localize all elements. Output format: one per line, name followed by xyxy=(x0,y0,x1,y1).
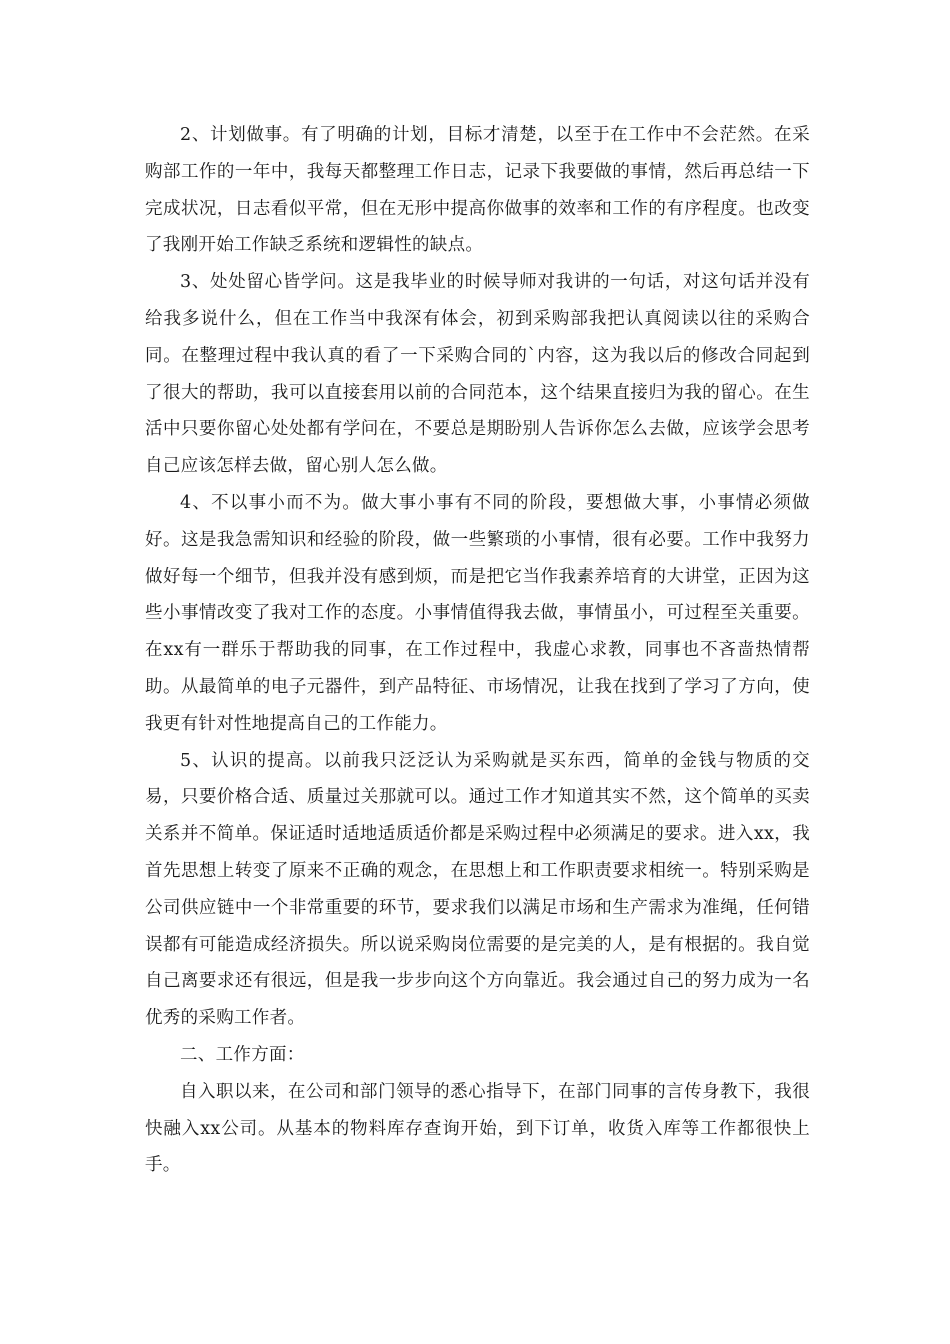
paragraph-understanding: 5、认识的提高。以前我只泛泛认为采购就是买东西，简单的金钱与物质的交易，只要价格合适、质量过关那就可以。通过工作才知道其实不然，这个简单的买卖关系并不简单。保证适时适地适质适价都是采购过程中必须满足的要求。进入xx，我首先思想上转变了原来不正确的观念，在思想上和工作职责要求相统一。特别采购是公司供应链中一个非常重要的环节，要求我们以满足市场和生产需求为准绳，任何错误都有可能造成经济损失。所以说采购岗位需要的是完美的人，是有根据的。我自觉自己离要求还有很远，但是我一步步向这个方向靠近。我会通过自己的努力成为一名优秀的采购工作者。 xyxy=(145,750,810,1029)
document-body xyxy=(145,117,810,1184)
paragraph-attention-learning: 3、处处留心皆学问。这是我毕业的时候导师对我讲的一句话，对这句话并没有给我多说什么，但在工作当中我深有体会，初到采购部我把认真阅读以往的采购合同。在整理过程中我认真的看了一下采购合同的`内容，这为我以后的修改合同起到了很大的帮助，我可以直接套用以前的合同范本，这个结果直接归为我的留心。在生活中只要你留心处处都有学问在，不要总是期盼别人告诉你怎么去做，应该学会思考自己应该怎样去做，留心别人怎么做。 xyxy=(145,272,810,477)
paragraph-plan-work: 2、计划做事。有了明确的计划，目标才清楚，以至于在工作中不会茫然。在采购部工作的一年中，我每天都整理工作日志，记录下我要做的事情，然后再总结一下完成状况，日志看似平常，但在无形中提高你做事的效率和工作的有序程度。也改变了我刚开始工作缺乏系统和逻辑性的缺点。 xyxy=(145,125,810,256)
paragraph-small-things: 4、不以事小而不为。做大事小事有不同的阶段，要想做大事，小事情必须做好。这是我急需知识和经验的阶段，做一些繁琐的小事情，很有必要。工作中我努力做好每一个细节，但我并没有感到烦，而是把它当作我素养培育的大讲堂，正因为这些小事情改变了我对工作的态度。小事情值得我去做，事情虽小，可过程至关重要。在xx有一群乐于帮助我的同事，在工作过程中，我虚心求教，同事也不吝啬热情帮助。从最简单的电子元器件，到产品特征、市场情况，让我在找到了学习了方向，使我更有针对性地提高自己的工作能力。 xyxy=(145,492,810,734)
section-heading-work: 二、工作方面： xyxy=(180,1044,305,1065)
paragraph-since-joining: 自入职以来，在公司和部门领导的悉心指导下，在部门同事的言传身教下，我很快融入xx公司。从基本的物料库存查询开始，到下订单，收货入库等工作都很快上手。 xyxy=(145,1081,810,1176)
